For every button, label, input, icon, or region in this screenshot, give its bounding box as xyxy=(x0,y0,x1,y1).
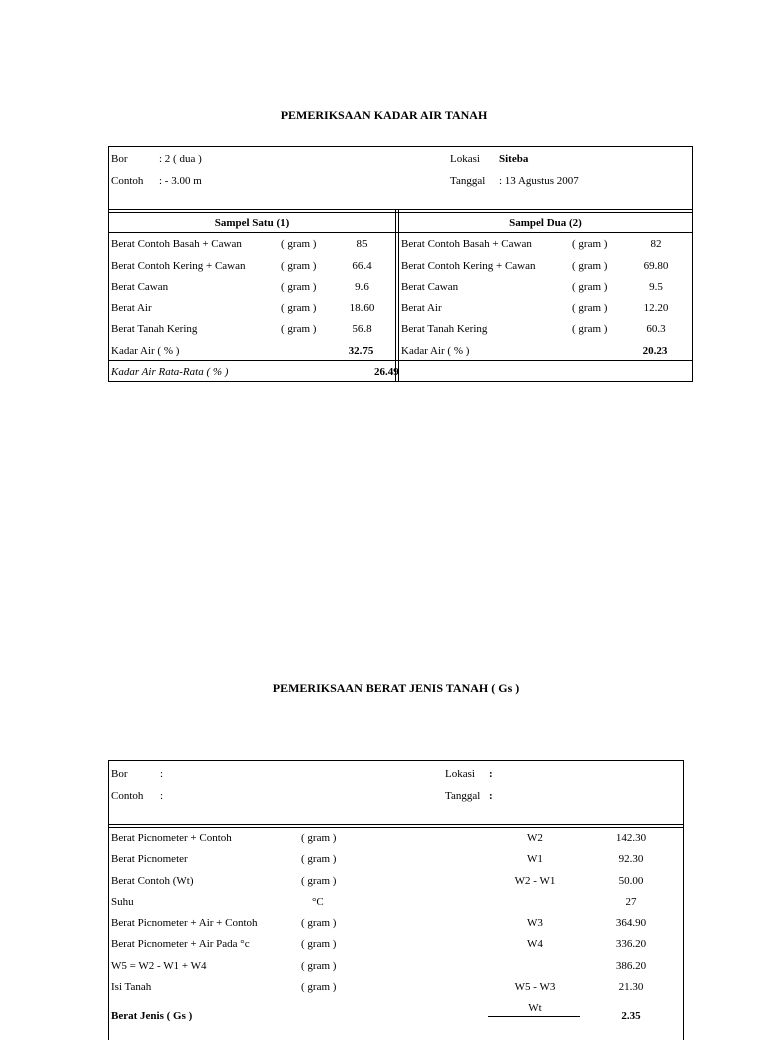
s2-kadar-label: Kadar Air ( % ) xyxy=(401,345,470,357)
tanggal-label: Tanggal xyxy=(450,175,486,187)
s1-row-value: 9.6 xyxy=(355,281,369,293)
s2-row-unit: ( gram ) xyxy=(572,302,608,314)
bj-row-symbol: W4 xyxy=(527,938,543,950)
s1-row-value: 56.8 xyxy=(352,323,372,335)
bj-row-value: 27 xyxy=(625,896,637,908)
s1-row-value: 66.4 xyxy=(352,260,372,272)
bj-contoh-value: : xyxy=(160,790,164,802)
s1-kadar-value: 32.75 xyxy=(348,345,374,357)
bj-header-divider-2 xyxy=(109,827,683,828)
bj-row-value: 336.20 xyxy=(615,938,647,950)
s2-row-value: 9.5 xyxy=(649,281,663,293)
header-divider-2 xyxy=(109,212,692,213)
s1-kadar-label: Kadar Air ( % ) xyxy=(111,345,180,357)
s2-kadar-value: 20.23 xyxy=(642,345,668,357)
s2-row-unit: ( gram ) xyxy=(572,260,608,272)
s1-row-unit: ( gram ) xyxy=(281,323,317,335)
lokasi-label: Lokasi xyxy=(450,153,480,165)
lokasi-value: Siteba xyxy=(499,153,529,165)
s1-row-value: 18.60 xyxy=(349,302,375,314)
s1-row-unit: ( gram ) xyxy=(281,281,317,293)
s2-row-label: Berat Contoh Basah + Cawan xyxy=(401,238,532,250)
bj-lokasi-label: Lokasi xyxy=(445,768,475,780)
bj-row-unit: ( gram ) xyxy=(301,875,337,887)
bj-row-unit: °C xyxy=(312,896,324,908)
bj-row-label: Berat Picnometer + Contoh xyxy=(111,832,232,844)
bj-row-value: 21.30 xyxy=(618,981,644,993)
s2-row-unit: ( gram ) xyxy=(572,281,608,293)
bj-row-label: Berat Picnometer + Air Pada °c xyxy=(111,938,250,950)
gs-numerator: Wt xyxy=(528,1002,542,1014)
berat-jenis-title: PEMERIKSAAN BERAT JENIS TANAH ( Gs ) xyxy=(272,681,520,695)
sample-divider-2 xyxy=(398,210,399,382)
bor-value: : 2 ( dua ) xyxy=(159,153,202,165)
sample-header-divider xyxy=(109,232,692,233)
gs-value: 2.35 xyxy=(621,1010,641,1022)
bj-row-value: 142.30 xyxy=(615,832,647,844)
header-divider xyxy=(109,209,692,210)
bj-contoh-label: Contoh xyxy=(111,790,144,802)
s2-row-label: Berat Cawan xyxy=(401,281,459,293)
contoh-value: : - 3.00 m xyxy=(159,175,202,187)
bj-lokasi-value: : xyxy=(489,768,493,780)
bj-row-label: Berat Contoh (Wt) xyxy=(111,875,194,887)
bj-row-unit: ( gram ) xyxy=(301,938,337,950)
bj-row-label: W5 = W2 - W1 + W4 xyxy=(111,960,207,972)
s2-row-value: 60.3 xyxy=(646,323,666,335)
s1-row-label: Berat Contoh Kering + Cawan xyxy=(111,260,246,272)
rata-rata-label: Kadar Air Rata-Rata ( % ) xyxy=(111,366,229,378)
gs-fraction-bar xyxy=(488,1016,580,1017)
bj-row-unit: ( gram ) xyxy=(301,917,337,929)
s1-row-label: Berat Air xyxy=(111,302,152,314)
rata-rata-value: 26.49 xyxy=(374,366,399,378)
s1-row-value: 85 xyxy=(356,238,368,250)
bor-label: Bor xyxy=(111,153,128,165)
bj-row-label: Suhu xyxy=(111,896,134,908)
bj-row-symbol: W3 xyxy=(527,917,543,929)
s2-row-value: 12.20 xyxy=(643,302,669,314)
bj-row-value: 386.20 xyxy=(615,960,647,972)
s2-row-value: 82 xyxy=(650,238,662,250)
s1-row-label: Berat Contoh Basah + Cawan xyxy=(111,238,242,250)
bj-row-symbol: W5 - W3 xyxy=(514,981,556,993)
s2-row-value: 69.80 xyxy=(643,260,669,272)
bj-row-value: 92.30 xyxy=(618,853,644,865)
contoh-label: Contoh xyxy=(111,175,144,187)
bj-row-unit: ( gram ) xyxy=(301,853,337,865)
s2-row-label: Berat Air xyxy=(401,302,442,314)
s1-row-label: Berat Tanah Kering xyxy=(111,323,198,335)
bj-row-label: Berat Picnometer xyxy=(111,853,188,865)
bj-row-unit: ( gram ) xyxy=(301,832,337,844)
bj-row-symbol: W2 - W1 xyxy=(514,875,556,887)
gs-label: Berat Jenis ( Gs ) xyxy=(111,1010,193,1022)
average-divider xyxy=(109,360,692,361)
bj-bor-label: Bor xyxy=(111,768,128,780)
sample-divider xyxy=(395,210,396,382)
s1-row-unit: ( gram ) xyxy=(281,302,317,314)
s2-row-unit: ( gram ) xyxy=(572,323,608,335)
bj-row-unit: ( gram ) xyxy=(301,981,337,993)
bj-row-unit: ( gram ) xyxy=(301,960,337,972)
s2-row-unit: ( gram ) xyxy=(572,238,608,250)
tanggal-value: : 13 Agustus 2007 xyxy=(499,175,579,187)
bj-tanggal-label: Tanggal xyxy=(445,790,481,802)
s1-row-label: Berat Cawan xyxy=(111,281,169,293)
sampel-satu-header: Sampel Satu (1) xyxy=(214,217,290,229)
bj-row-value: 50.00 xyxy=(618,875,644,887)
sampel-dua-header: Sampel Dua (2) xyxy=(509,217,582,229)
bj-header-divider xyxy=(109,824,683,825)
bj-bor-value: : xyxy=(160,768,164,780)
s1-row-unit: ( gram ) xyxy=(281,238,317,250)
s1-row-unit: ( gram ) xyxy=(281,260,317,272)
bj-row-label: Isi Tanah xyxy=(111,981,152,993)
bj-row-value: 364.90 xyxy=(615,917,647,929)
bj-tanggal-value: : xyxy=(489,790,493,802)
s2-row-label: Berat Contoh Kering + Cawan xyxy=(401,260,536,272)
berat-jenis-table xyxy=(108,760,684,1040)
bj-row-symbol: W1 xyxy=(527,853,543,865)
kadar-air-title: PEMERIKSAAN KADAR AIR TANAH xyxy=(280,108,488,122)
bj-row-symbol: W2 xyxy=(527,832,543,844)
s2-row-label: Berat Tanah Kering xyxy=(401,323,488,335)
bj-row-label: Berat Picnometer + Air + Contoh xyxy=(111,917,258,929)
